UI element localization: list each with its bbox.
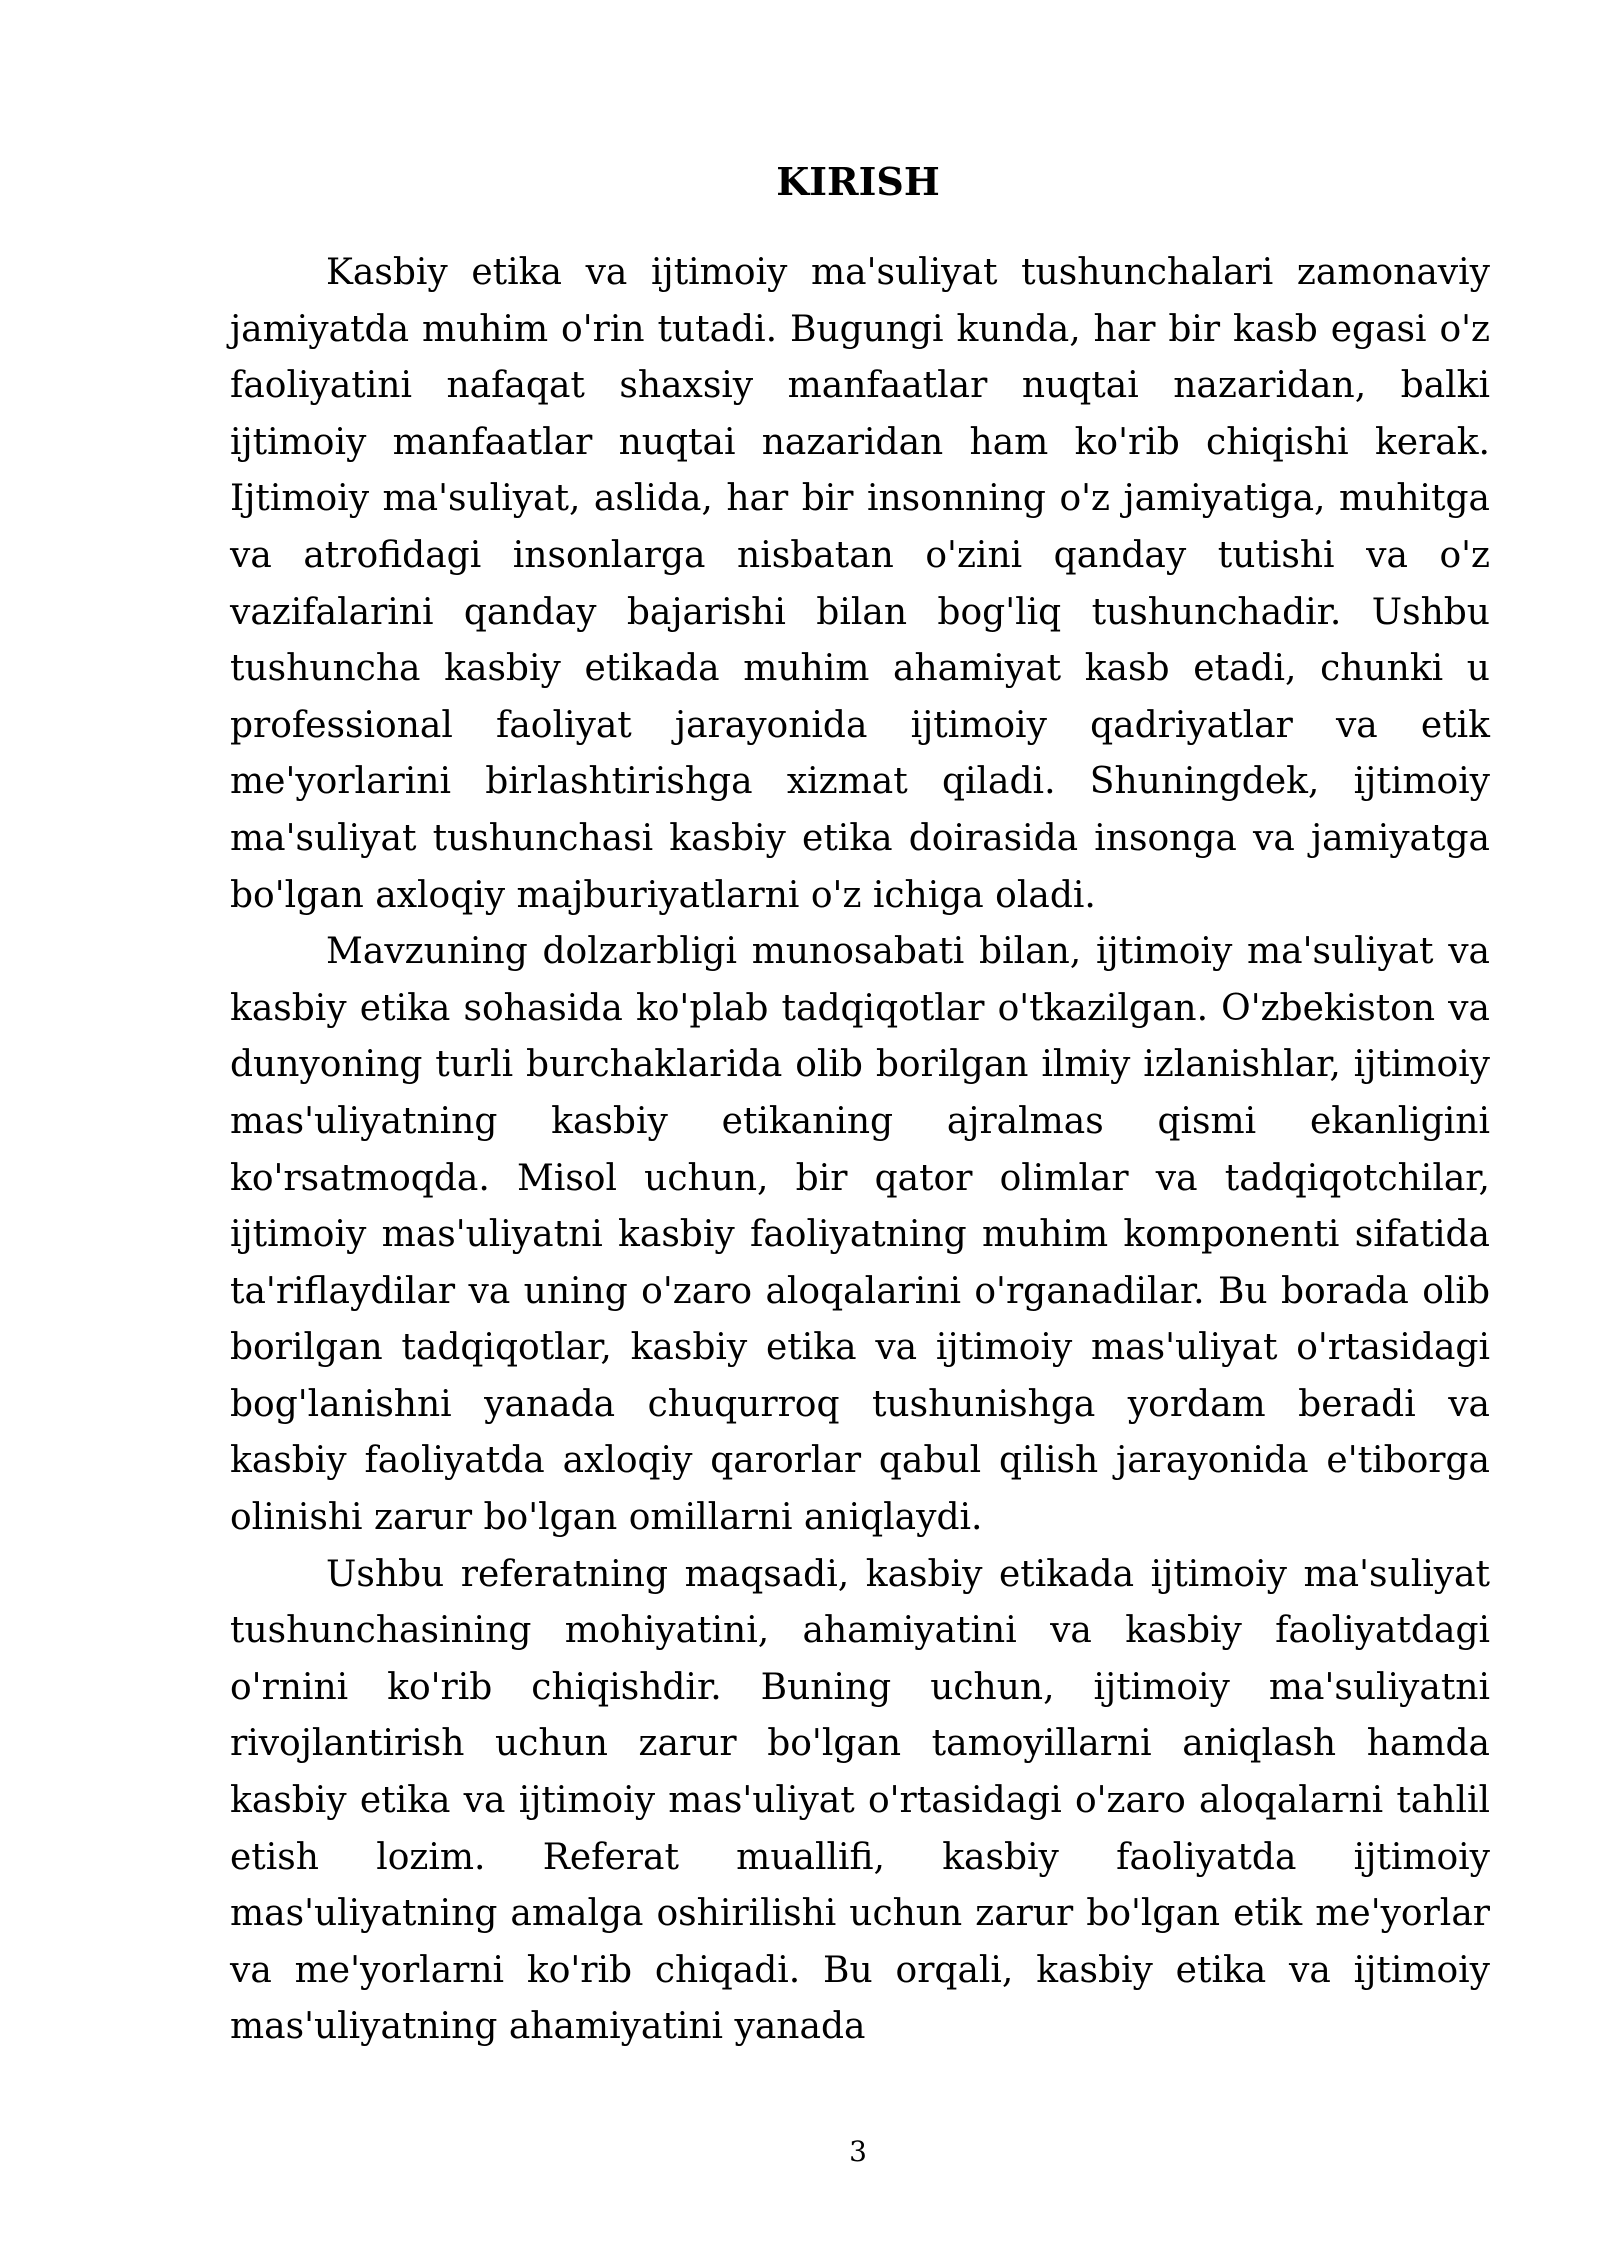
page-title: KIRISH [776, 159, 940, 204]
body-text [230, 245, 1490, 2056]
paragraph-1: Kasbiy etika va ijtimoiy ma'suliyat tushunchalari zamonaviy jamiyatda muhim o'rin tutadi. Bugungi kunda, har bir kasb egasi o'z faoliyatini nafaqat shaxsiy manfaatlar nuqtai nazaridan, balki ijtimoiy manfaatlar nuqtai nazaridan ham ko'rib chiqishi kerak. Ijtimoiy ma'suliyat, aslida, har bir insonning o'z jamiyatiga, muhitga va atrofidagi insonlarga nisbatan o'zini qanday tutishi va o'z vazifalarini qanday bajarishi bilan bog'liq tushunchadir. Ushbu tushuncha kasbiy etikada muhim ahamiyat kasb etadi, chunki u professional faoliyat jarayonida ijtimoiy qadriyatlar va etik me'yorlarini birlashtirishga xizmat qiladi. Shuningdek, ijtimoiy ma'suliyat tushunchasi kasbiy etika doirasida insonga va jamiyatga bo'lgan axloqiy majburiyatlarni o'z ichiga oladi. [230, 252, 1490, 916]
page-number: 3 [849, 2135, 867, 2168]
paragraph-2: Mavzuning dolzarbligi munosabati bilan, ijtimoiy ma'suliyat va kasbiy etika sohasida ko'plab tadqiqotlar o'tkazilgan. O'zbekiston va dunyoning turli burchaklarida olib borilgan ilmiy izlanishlar, ijtimoiy mas'uliyatning kasbiy etikaning ajralmas qismi ekanligini ko'rsatmoqda. Misol uchun, bir qator olimlar va tadqiqotchilar, ijtimoiy mas'uliyatni kasbiy faoliyatning muhim komponenti sifatida ta'riflaydilar va uning o'zaro aloqalarini o'rganadilar. Bu borada olib borilgan tadqiqotlar, kasbiy etika va ijtimoiy mas'uliyat o'rtasidagi bog'lanishni yanada chuqurroq tushunishga yordam beradi va kasbiy faoliyatda axloqiy qarorlar qabul qilish jarayonida e'tiborga olinishi zarur bo'lgan omillarni aniqlaydi. [230, 931, 1490, 1539]
paragraph-3: Ushbu referatning maqsadi, kasbiy etikada ijtimoiy ma'suliyat tushunchasining mohiyatini, ahamiyatini va kasbiy faoliyatdagi o'rnini ko'rib chiqishdir. Buning uchun, ijtimoiy ma'suliyatni rivojlantirish uchun zarur bo'lgan tamoyillarni aniqlash hamda kasbiy etika va ijtimoiy mas'uliyat o'rtasidagi o'zaro aloqalarni tahlil etish lozim. Referat muallifi, kasbiy faoliyatda ijtimoiy mas'uliyatning amalga oshirilishi uchun zarur bo'lgan etik me'yorlar va me'yorlarni ko'rib chiqadi. Bu orqali, kasbiy etika va ijtimoiy mas'uliyatning ahamiyatini yanada [230, 1553, 1490, 2048]
